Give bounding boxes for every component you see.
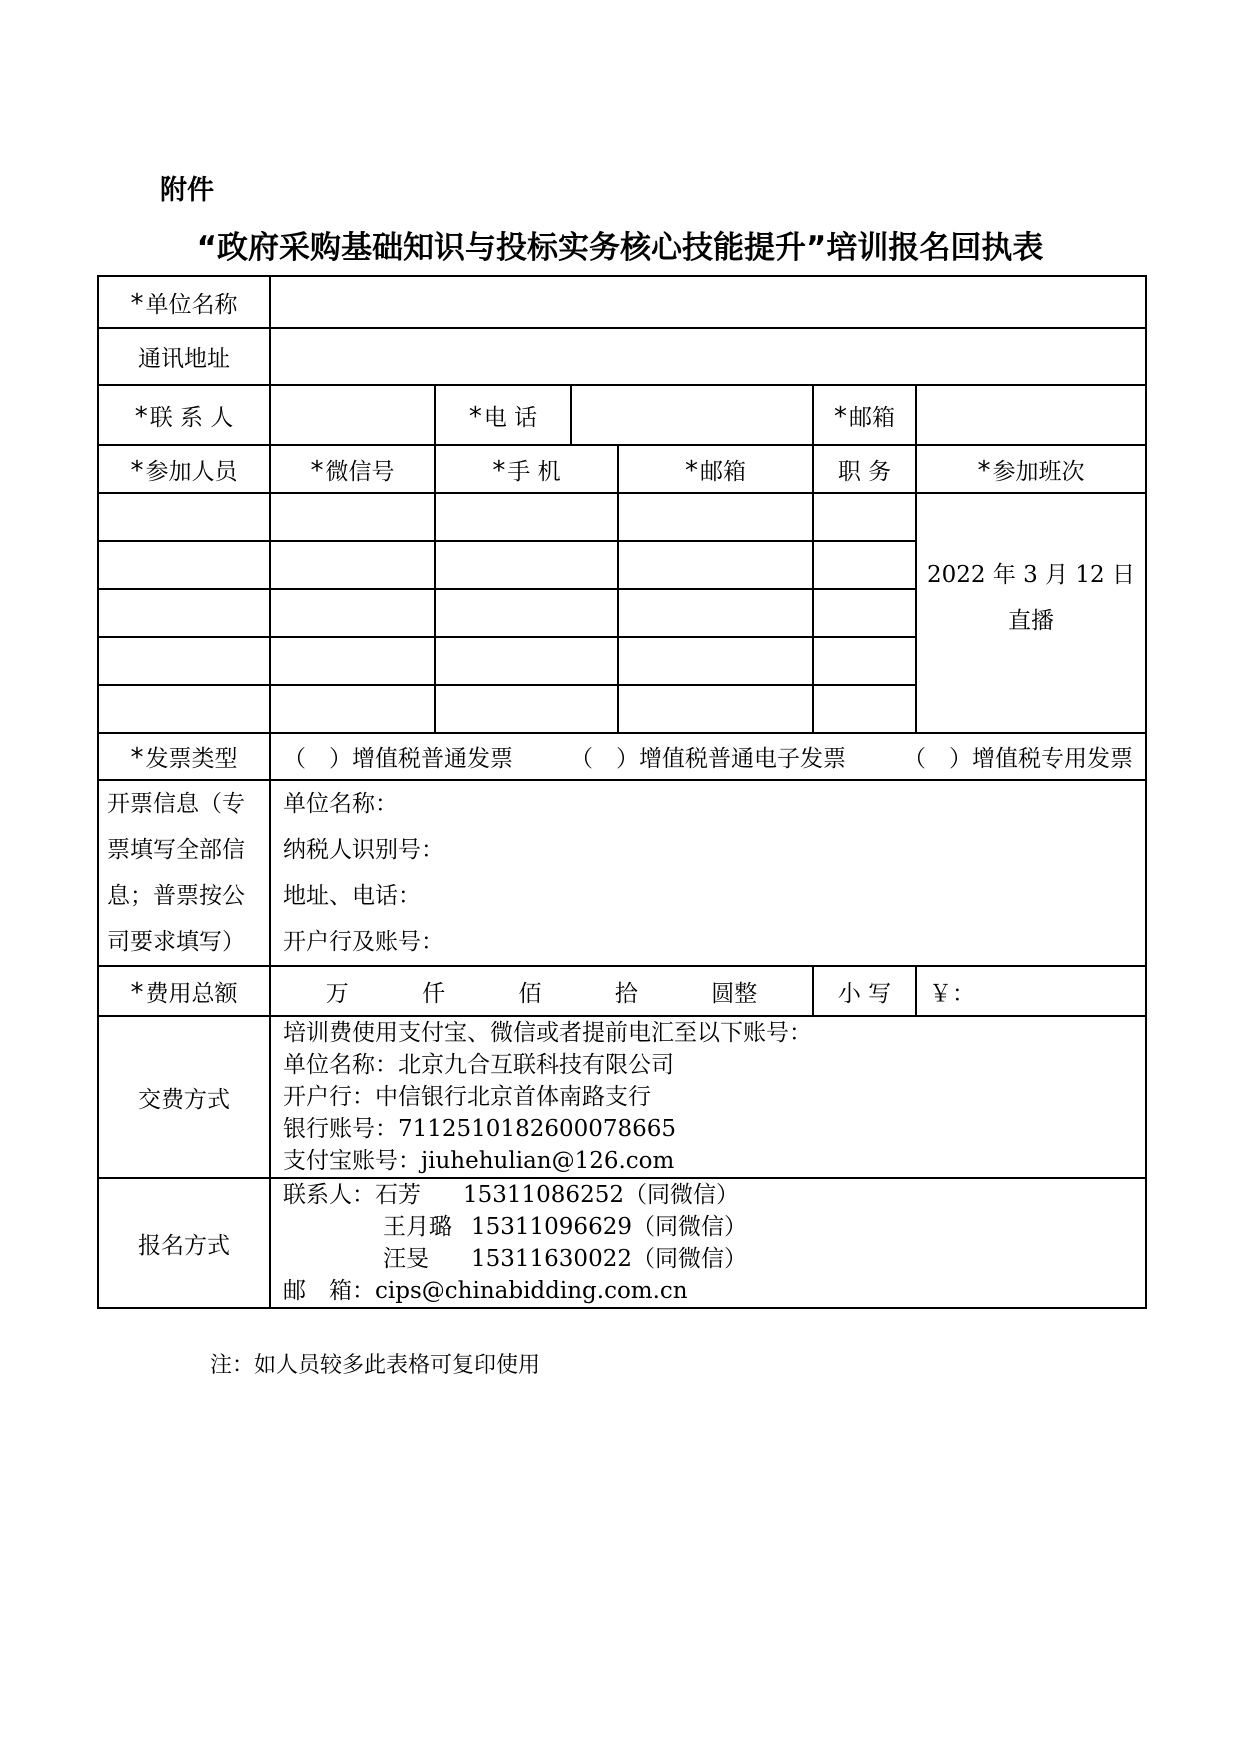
email-label-cell: *邮箱	[813, 385, 916, 445]
participant-position-cell[interactable]	[813, 493, 916, 541]
invoice-option-normal[interactable]: （ ）增值税普通发票	[283, 746, 513, 772]
fee-unit-yuan: 圆整	[711, 980, 758, 1007]
registration-contact-line: 汪旻 15311630022（同微信）	[383, 1246, 747, 1272]
participant-position-cell[interactable]	[813, 637, 916, 685]
class-session-cell	[916, 493, 1146, 733]
address-label-cell: 通讯地址	[98, 328, 270, 385]
participant-email-cell[interactable]	[618, 637, 813, 685]
participant-email-cell[interactable]	[618, 589, 813, 637]
fee-amount-cell[interactable]	[270, 966, 813, 1016]
invoice-field-bank-account[interactable]: 开户行及账号：	[283, 929, 444, 955]
footnote: 注：如人员较多此表格可复印使用	[210, 1353, 541, 1378]
invoice-info-label-cell: 开票信息（专票填写全部信息；普票按公司要求填写）	[98, 780, 270, 966]
invoice-type-label-cell: *发票类型	[98, 733, 270, 780]
contact-input-cell[interactable]	[270, 385, 435, 445]
address-input-cell[interactable]	[270, 328, 1146, 385]
participant-wechat-cell[interactable]	[270, 685, 435, 733]
email-input-cell[interactable]	[916, 385, 1146, 445]
payment-details-cell	[270, 1016, 1146, 1178]
registration-contact-line: 王月璐 15311096629（同微信）	[383, 1214, 747, 1240]
payment-line: 银行账号：7112510182600078665	[283, 1116, 677, 1142]
class-header: *参加班次	[916, 445, 1146, 493]
participant-mobile-cell[interactable]	[435, 637, 618, 685]
invoice-field-unit-name[interactable]: 单位名称：	[283, 791, 398, 817]
position-header: 职 务	[813, 445, 916, 493]
participant-mobile-cell[interactable]	[435, 685, 618, 733]
participant-email-cell[interactable]	[618, 541, 813, 589]
mobile-header: *手 机	[435, 445, 618, 493]
participant-position-cell[interactable]	[813, 685, 916, 733]
registration-form-table	[97, 275, 1147, 1309]
invoice-option-special[interactable]: （ ）增值税专用发票	[903, 746, 1134, 772]
invoice-field-tax-id[interactable]: 纳税人识别号：	[283, 837, 444, 863]
phone-label-cell: *电 话	[435, 385, 571, 445]
registration-email-line: 邮 箱：cips@chinabidding.com.cn	[283, 1278, 688, 1304]
fee-unit-wan: 万	[325, 980, 349, 1007]
participant-row	[98, 493, 1146, 541]
invoice-field-address-phone[interactable]: 地址、电话：	[283, 883, 421, 909]
payment-line: 单位名称：北京九合互联科技有限公司	[283, 1052, 674, 1078]
unit-name-label-cell: *单位名称	[98, 276, 270, 328]
participant-name-cell[interactable]	[98, 685, 270, 733]
page-title: “政府采购基础知识与投标实务核心技能提升”培训报名回执表	[196, 230, 1044, 266]
participant-wechat-cell[interactable]	[270, 589, 435, 637]
participant-wechat-cell[interactable]	[270, 637, 435, 685]
fee-unit-qian: 仟	[422, 980, 446, 1007]
contact-label-cell: *联 系 人	[98, 385, 270, 445]
participant-mobile-cell[interactable]	[435, 589, 618, 637]
payment-line: 培训费使用支付宝、微信或者提前电汇至以下账号：	[283, 1020, 812, 1046]
class-mode: 直播	[1008, 608, 1055, 634]
fee-small-label-cell: 小 写	[813, 966, 916, 1016]
invoice-info-fields-cell	[270, 780, 1146, 966]
unit-name-input-cell[interactable]	[270, 276, 1146, 328]
invoice-option-electronic[interactable]: （ ）增值税普通电子发票	[570, 746, 847, 772]
phone-input-cell[interactable]	[571, 385, 813, 445]
registration-contact-line: 联系人：石芳 15311086252（同微信）	[283, 1182, 739, 1208]
payment-line: 支付宝账号：jiuhehulian@126.com	[283, 1148, 675, 1174]
wechat-header: *微信号	[270, 445, 435, 493]
participant-position-cell[interactable]	[813, 541, 916, 589]
attachment-label: 附件	[160, 175, 214, 206]
participant-wechat-cell[interactable]	[270, 493, 435, 541]
fee-unit-bai: 佰	[518, 980, 542, 1007]
participant-email-header: *邮箱	[618, 445, 813, 493]
participant-email-cell[interactable]	[618, 685, 813, 733]
fee-unit-shi: 拾	[614, 980, 638, 1007]
fee-total-label-cell: *费用总额	[98, 966, 270, 1016]
participant-name-cell[interactable]	[98, 493, 270, 541]
participant-name-header: *参加人员	[98, 445, 270, 493]
payment-label-cell: 交费方式	[98, 1016, 270, 1178]
registration-label-cell: 报名方式	[98, 1178, 270, 1308]
participant-email-cell[interactable]	[618, 493, 813, 541]
payment-line: 开户行：中信银行北京首体南路支行	[283, 1084, 651, 1110]
participant-name-cell[interactable]	[98, 541, 270, 589]
participant-name-cell[interactable]	[98, 589, 270, 637]
participant-mobile-cell[interactable]	[435, 493, 618, 541]
fee-small-input-cell[interactable]: ￥：	[916, 966, 1146, 1016]
participant-position-cell[interactable]	[813, 589, 916, 637]
class-date: 2022 年 3 月 12 日	[927, 562, 1136, 588]
participant-mobile-cell[interactable]	[435, 541, 618, 589]
participant-name-cell[interactable]	[98, 637, 270, 685]
registration-details-cell	[270, 1178, 1146, 1308]
participant-wechat-cell[interactable]	[270, 541, 435, 589]
invoice-type-options-cell	[270, 733, 1146, 780]
